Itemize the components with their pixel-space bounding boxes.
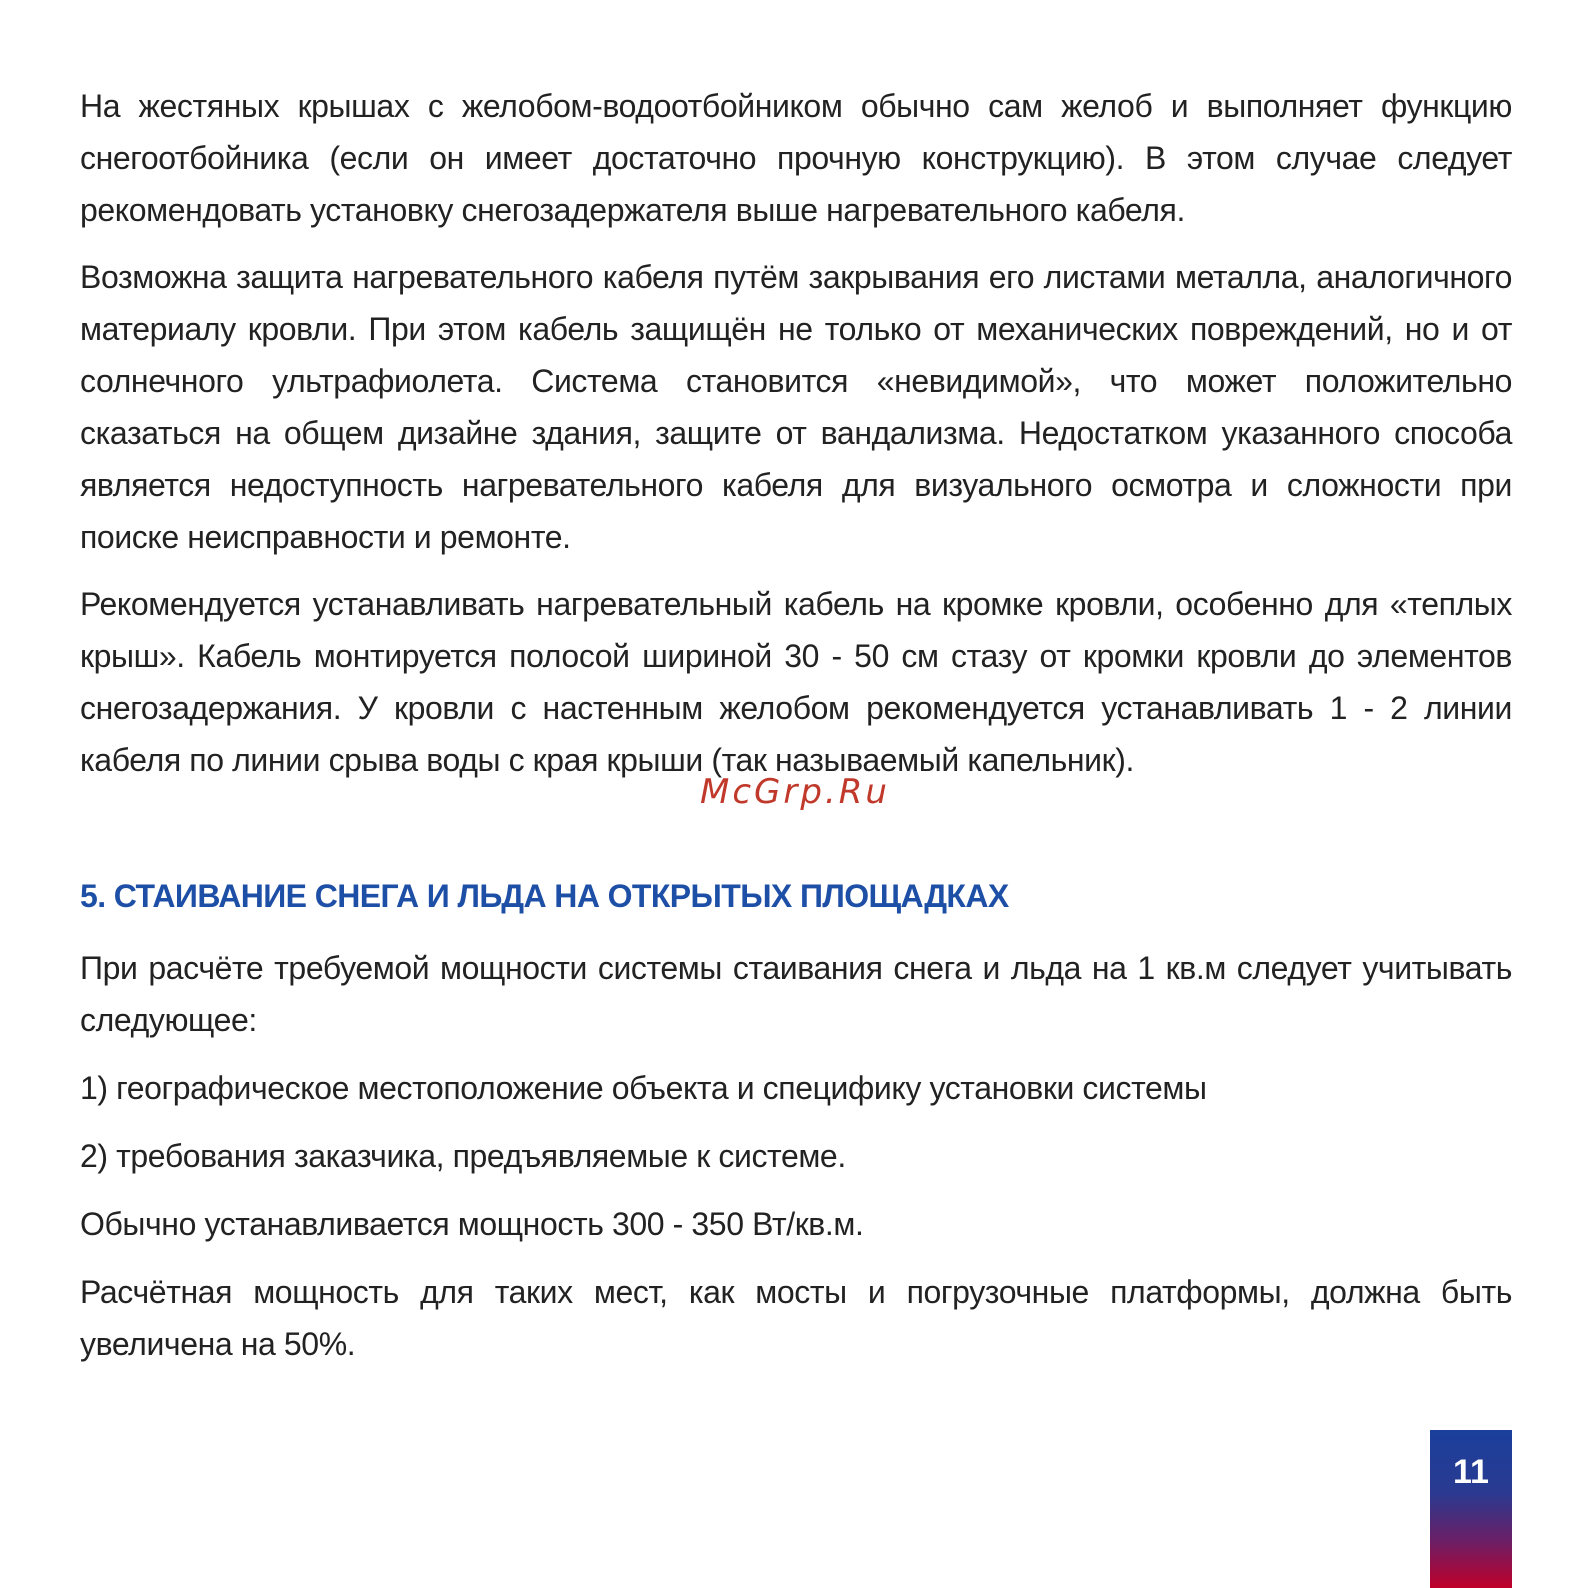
paragraph-typical-power: Обычно устанавливается мощность 300 - 350 Вт/кв.м.: [80, 1206, 864, 1242]
section-heading: 5. СТАИВАНИЕ СНЕГА И ЛЬДА НА ОТКРЫТЫХ ПЛОЩАДКАХ: [80, 878, 1009, 914]
list-item: 1) географическое местоположение объекта и специфику установки системы: [80, 1070, 1207, 1106]
body-text: [80, 80, 1512, 801]
section-body: [80, 942, 1512, 1386]
paragraph-bridges-platforms: Расчётная мощность для таких мест, как мосты и погрузочные платформы, должна быть увеличена на 50%.: [80, 1274, 1512, 1362]
paragraph-cable-protection: Возможна защита нагревательного кабеля путём закрывания его листами металла, аналогичного материалу кровли. При этом кабель защищён не только от механических повреждений, но и от солнечного ультрафиолета. Система становится «невидимой», что может положительно сказаться на общем дизайне здания, защите от вандализма. Недостатком указанного способа является недоступность нагревательного кабеля для визуального осмотра и сложности при поиске неисправности и ремонте.: [80, 259, 1512, 555]
paragraph-power-calculation: При расчёте требуемой мощности системы стаивания снега и льда на 1 кв.м следует учитывать следующее:: [80, 950, 1512, 1038]
paragraph-edge-installation: Рекомендуется устанавливать нагревательный кабель на кромке кровли, особенно для «теплых крыш». Кабель монтируется полосой шириной 30 - 50 см стазу от кромки кровли до элементов снегозадержания. У кровли с настенным желобом рекомендуется устанавливать 1 - 2 линии кабеля по линии срыва воды с края крыши (так называемый капельник).: [80, 586, 1512, 778]
page-number: 11: [1453, 1453, 1489, 1491]
paragraph-gutter-snow-guard: На жестяных крышах с желобом-водоотбойником обычно сам желоб и выполняет функцию снегоотбойника (если он имеет достаточно прочную конструкцию). В этом случае следует рекомендовать установку снегозадержателя выше нагревательного кабеля.: [80, 88, 1512, 228]
list-item: 2) требования заказчика, предъявляемые к системе.: [80, 1138, 846, 1174]
page-number-badge: [1430, 1430, 1512, 1588]
watermark: McGrp.Ru: [700, 772, 890, 812]
